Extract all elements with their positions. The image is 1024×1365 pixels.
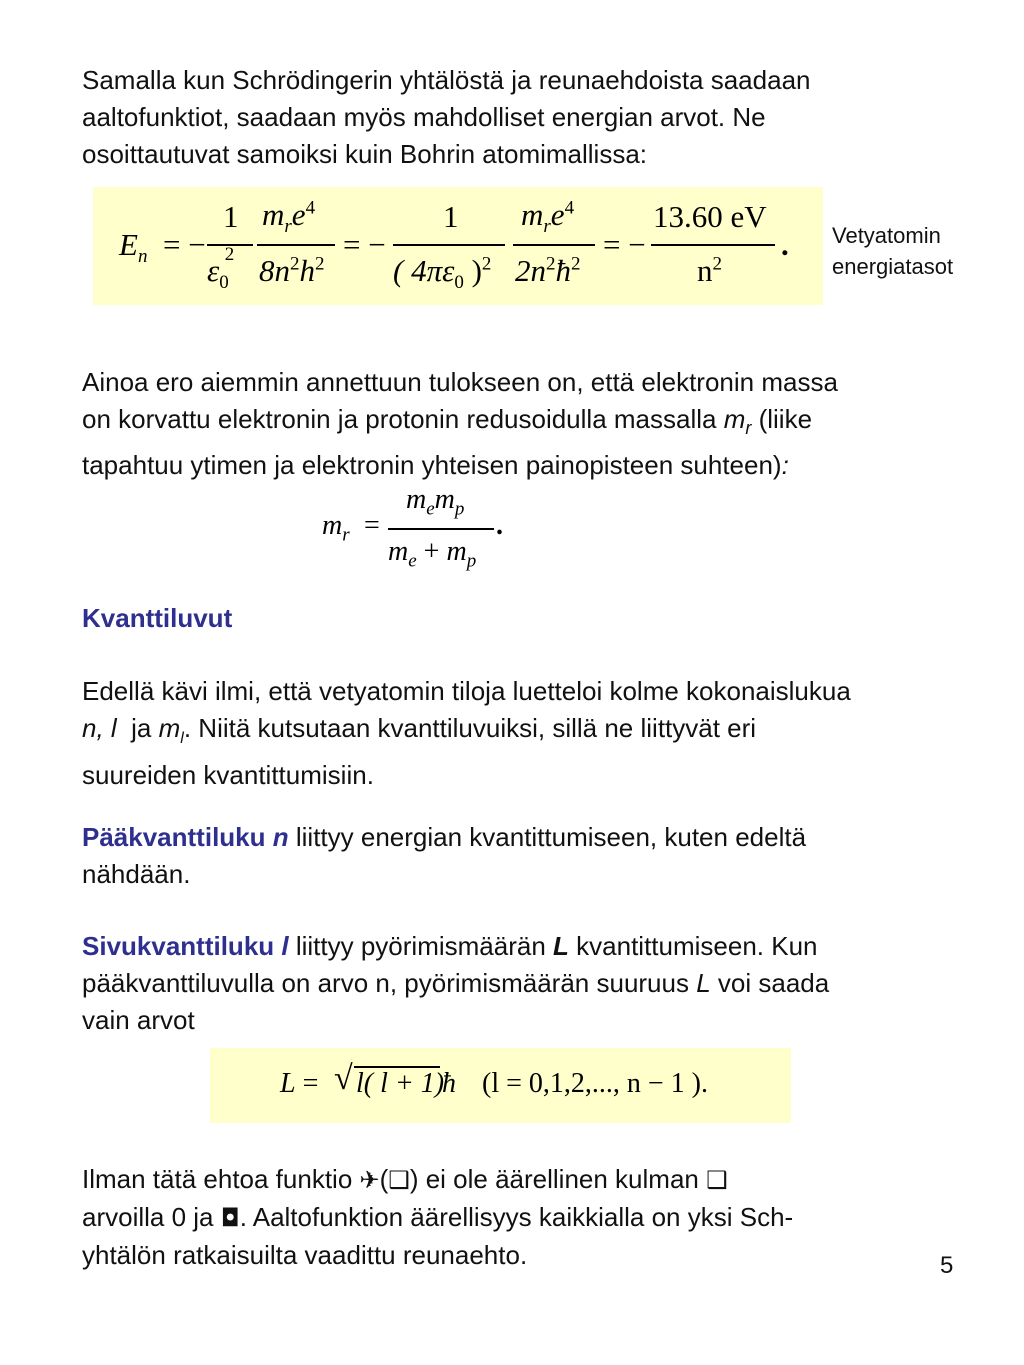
closing-line-2-pre: arvoilla 0 ja [82, 1202, 221, 1232]
sivukvanttiluku-L-bold: L [553, 931, 569, 961]
reduced-line-2-post: (liike [751, 404, 813, 434]
inverse-bullet-icon: ◘ [220, 1204, 240, 1232]
closing-paragraph [82, 1161, 992, 1274]
formula-end-period: . [781, 227, 789, 262]
closing-line-3: yhtälön ratkaisuilta vaadittu reunaehto. [82, 1240, 528, 1270]
closing-line-1-pre: Ilman tätä ehtoa funktio [82, 1164, 360, 1194]
reduced-line-3: tapahtuu ytimen ja elektronin yhteisen painopisteen suhteen) [82, 450, 782, 481]
angular-formula-lhs: L = [280, 1068, 319, 1099]
kvanttiluvut-paragraph [82, 673, 992, 794]
kvanttiluvut-m: m [158, 713, 181, 743]
kvanttiluvut-line-2-post: . Niitä kutsutaan kvanttiluvuiksi, sillä ne liittyvät eri [183, 713, 757, 743]
angular-formula-box [210, 1048, 791, 1123]
sivukvanttiluku-line-1-mid: liittyy pyörimismäärän [288, 931, 554, 961]
reduced-line-3-colon: : [781, 450, 789, 481]
reduced-var-m: m [723, 404, 746, 434]
frac3-numerator: 1 [443, 199, 459, 234]
equals-minus-2: = − [343, 227, 386, 262]
frac4-numerator: $m_re^4$ [521, 197, 575, 238]
paakvanttiluku-line-2: nähdään. [82, 859, 191, 889]
side-note-line-2: energiatasot [832, 254, 954, 279]
sivukvanttiluku-L: L [696, 968, 711, 998]
frac5-bar [651, 244, 775, 246]
equals-minus-3: = − [603, 227, 646, 262]
reduced-mass-formula [320, 484, 520, 580]
energy-formula-box [93, 187, 823, 305]
page-number: 5 [940, 1252, 954, 1279]
reduced-line-2-pre: on korvattu elektronin ja protonin redusoidulla massalla [82, 404, 724, 434]
reduced-line-1: Ainoa ero aiemmin annettuun tulokseen on, että elektronin massa [82, 367, 838, 397]
sqrt-symbol: √ [334, 1060, 353, 1097]
shadowed-square-icon-2: ❑ [706, 1166, 728, 1194]
angular-condition: (l = 0,1,2,..., n − 1 ). [482, 1068, 709, 1099]
reduced-numerator: $m_em_p$ [406, 484, 465, 520]
sivukvanttiluku-line-3: vain arvot [82, 1005, 195, 1035]
intro-line-3: osoittautuvat samoiksi kuin Bohrin atomimallissa: [82, 139, 648, 169]
reduced-var-sub: r [745, 418, 752, 439]
kvanttiluvut-vars: n, l [82, 713, 117, 743]
intro-line-2: aaltofunktiot, saadaan myös mahdolliset energian arvot. Ne [82, 102, 766, 132]
intro-paragraph [82, 62, 992, 173]
paakvanttiluku-var: n [272, 822, 289, 852]
equals-minus-1: = − [163, 227, 206, 262]
sivukvanttiluku-heading: Sivukvanttiluku [82, 931, 275, 961]
reduced-end-period: . [496, 510, 503, 541]
paakvanttiluku-line-1-rest: liittyy energian kvantittumiseen, kuten edeltä [288, 822, 807, 852]
sivukvanttiluku-line-1-rest: kvantittumiseen. Kun [568, 931, 818, 961]
frac1-numerator: 1 [223, 199, 239, 234]
angular-hbar: ħ [442, 1068, 456, 1099]
kvanttiluvut-heading: Kvanttiluvut [82, 603, 233, 633]
side-note [832, 220, 953, 282]
sivukvanttiluku-paragraph [82, 928, 992, 1039]
frac4-denominator: $2n^2ħ^2$ [515, 253, 581, 288]
reduced-denominator: $m_e + m_p$ [388, 536, 477, 572]
kvanttiluvut-ja: ja [116, 713, 159, 743]
frac5-numerator: 13.60 eV [653, 199, 767, 234]
sivukvanttiluku-line-2-pre: pääkvanttiluvulla on arvo n, pyörimismäärän suuruus [82, 968, 697, 998]
kvanttiluvut-line-3: suureiden kvantittumisiin. [82, 760, 374, 791]
frac3-bar [393, 244, 505, 246]
frac5-denominator: $n^2$ [697, 253, 722, 288]
reduced-mass-paragraph [82, 364, 992, 484]
intro-line-1: Samalla kun Schrödingerin yhtälöstä ja reunaehdoista saadaan [82, 65, 811, 95]
airplane-icon: ✈ [359, 1166, 380, 1194]
frac4-bar [513, 244, 595, 246]
reduced-equals: = [364, 510, 380, 541]
frac3-denominator: ( $4\pi\varepsilon_0$ )$^2$ [393, 253, 492, 294]
closing-line-2-post: . Aaltofunktion äärellisyys kaikkialla on yksi Sch- [239, 1202, 794, 1232]
kvanttiluvut-m-sub: l [180, 730, 184, 748]
energy-lhs: $E_n$ [119, 227, 148, 268]
paakvanttiluku-heading: Pääkvanttiluku [82, 822, 266, 852]
frac2-denominator: $8n^2h^2$ [259, 253, 325, 288]
side-note-line-1: Vetyatomin [832, 223, 941, 248]
kvanttiluvut-line-1: Edellä kävi ilmi, että vetyatomin tiloja luetteloi kolme kokonaislukua [82, 676, 851, 706]
sivukvanttiluku-line-2-post: voi saada [710, 968, 830, 998]
paakvanttiluku-paragraph [82, 819, 992, 893]
reduced-lhs: $m_r$ [322, 510, 350, 546]
closing-line-1-mid: ) ei ole äärellinen kulman [409, 1164, 707, 1194]
reduced-bar [388, 528, 494, 530]
closing-paren-open: ( [379, 1164, 389, 1194]
frac2-bar [257, 244, 335, 246]
shadowed-square-icon: ❑ [388, 1166, 410, 1194]
frac1-denominator: $\varepsilon_0^2$ [207, 243, 235, 294]
sivukvanttiluku-var: l [281, 931, 289, 961]
sqrt-radicand: l( l + 1) [356, 1068, 445, 1099]
frac2-numerator: $m_re^4$ [262, 197, 316, 238]
